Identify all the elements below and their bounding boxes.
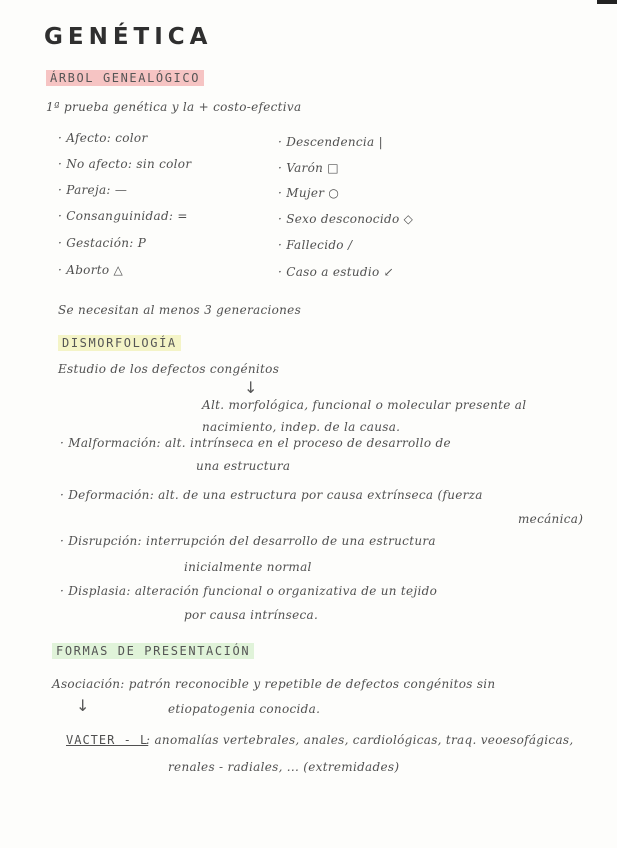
page-title: GENÉTICA (44, 24, 213, 50)
definition-detail: Alt. morfológica, funcional o molecular presente al (202, 398, 527, 412)
dismorfologia-item: · Displasia: alteración funcional o organizativa de un tejido (60, 584, 438, 598)
dismorfologia-item-cont: por causa intrínseca. (184, 608, 319, 622)
dismorfologia-item-cont: mecánica) (518, 512, 584, 526)
dismorfologia-item: · Disrupción: interrupción del desarrollo de una estructura (60, 534, 436, 548)
page-top-edge (0, 0, 617, 4)
legend-item: · Aborto △ (58, 263, 124, 277)
legend-item: · No afecto: sin color (58, 157, 192, 171)
legend-item: · Fallecido / (278, 238, 353, 252)
section-heading-dismorfologia: DISMORFOLOGÍA (58, 335, 181, 351)
asociacion-line: Asociación: patrón reconocible y repetible de defectos congénitos sin (52, 677, 496, 691)
legend-item: · Afecto: color (58, 131, 148, 145)
dismorfologia-item: · Deformación: alt. de una estructura por causa extrínseca (fuerza (60, 488, 483, 502)
dismorfologia-definition: Estudio de los defectos congénitos (58, 362, 280, 376)
arbol-note: Se necesitan al menos 3 generaciones (58, 303, 302, 317)
page-corner-mark (597, 0, 617, 4)
legend-item: · Pareja: — (58, 183, 128, 197)
vacterl-line: : anomalías vertebrales, anales, cardiológicas, traq. veoesofágicas, (146, 733, 574, 747)
section-heading-arbol: ÁRBOL GENEALÓGICO (46, 70, 204, 86)
legend-item: · Descendencia | (278, 135, 383, 149)
legend-item: · Sexo desconocido ◇ (278, 212, 414, 226)
legend-item: · Gestación: P (58, 236, 147, 250)
vacterl-line: renales - radiales, ... (extremidades) (168, 760, 400, 774)
dismorfologia-item-cont: inicialmente normal (184, 560, 312, 574)
dismorfologia-item-cont: una estructura (196, 459, 291, 473)
legend-item: · Varón □ (278, 161, 339, 175)
section-heading-formas: FORMAS DE PRESENTACIÓN (52, 643, 254, 659)
legend-item: · Mujer ○ (278, 186, 340, 200)
dismorfologia-item: · Malformación: alt. intrínseca en el proceso de desarrollo de (60, 436, 451, 450)
asociacion-line: etiopatogenia conocida. (168, 702, 321, 716)
definition-detail: nacimiento, indep. de la causa. (202, 420, 401, 434)
legend-item: · Consanguinidad: = (58, 209, 188, 223)
down-arrow-icon: ↓ (76, 696, 90, 715)
legend-item: · Caso a estudio ↙ (278, 265, 394, 279)
vacterl-label: VACTER - L (66, 733, 149, 747)
arbol-intro: 1ª prueba genética y la + costo-efectiva (46, 100, 302, 114)
down-arrow-icon: ↓ (244, 378, 258, 397)
